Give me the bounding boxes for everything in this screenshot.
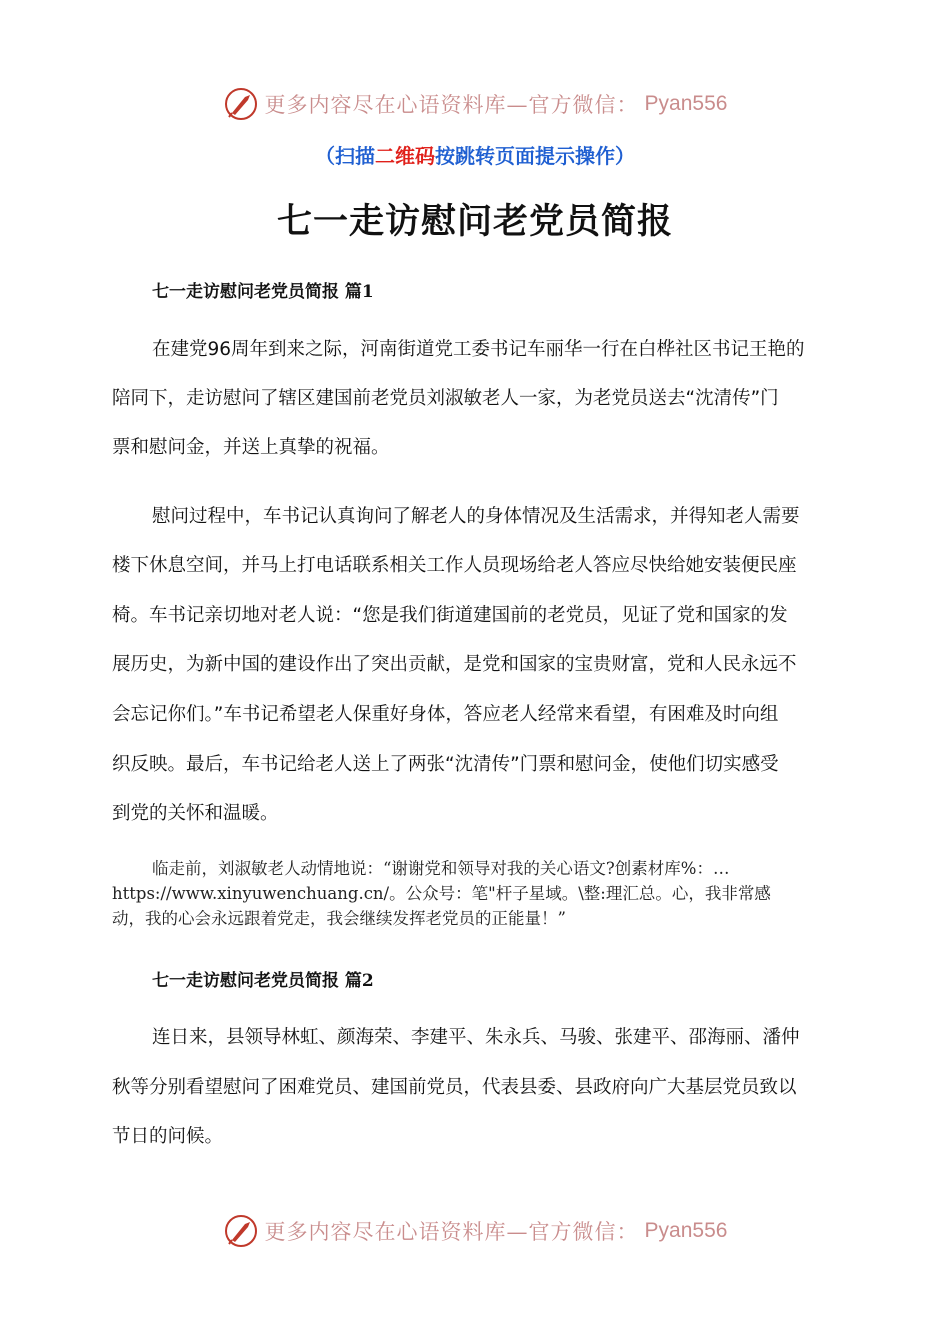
paragraph-line: 到党的关怀和温暖。 — [112, 803, 279, 824]
paragraph-line: 秋等分别看望慰问了困难党员、建国前党员，代表县委、县政府向广大基层党员致以 — [112, 1077, 797, 1098]
scan-hint — [0, 140, 950, 169]
banner-contact: Pyan556 — [644, 92, 728, 115]
scan-hint-open: （扫描 — [315, 144, 375, 168]
paragraph-line: 椅。车书记亲切地对老人说：“您是我们街道建国前的老党员，见证了党和国家的发 — [112, 605, 788, 626]
scan-hint-highlight: 二维码 — [375, 144, 435, 168]
quill-pen-logo-icon — [223, 86, 259, 122]
paragraph-line: 展历史，为新中国的建设作出了突出贡献，是党和国家的宝贵财富，党和人民永远不 — [112, 654, 797, 675]
footer-banner — [0, 1211, 950, 1251]
header-banner — [0, 84, 950, 124]
banner-text: 更多内容尽在心语资料库—官方微信： — [264, 1220, 639, 1244]
paragraph-line: 票和慰问金，并送上真挚的祝福。 — [112, 437, 390, 458]
paragraph-line: 楼下休息空间，并马上打电话联系相关工作人员现场给老人答应尽快给她安装便民座 — [112, 555, 797, 576]
paragraph-line: https://www.xinyuwenchuang.cn/。公众号：笔"杆子星域。\整:理汇总。心，我非常感 — [112, 884, 771, 903]
banner-contact: Pyan556 — [644, 1219, 728, 1242]
section-heading-2: 七一走访慰问老党员简报 篇2 — [152, 971, 374, 991]
quill-pen-logo-icon — [223, 1213, 259, 1249]
paragraph-line: 织反映。最后，车书记给老人送上了两张“沈清传”门票和慰问金，使他们切实感受 — [112, 754, 779, 775]
paragraph-line: 陪同下，走访慰问了辖区建国前老党员刘淑敏老人一家，为老党员送去“沈清传”门 — [112, 388, 779, 409]
paragraph-line: 连日来，县领导林虹、颜海荣、李建平、朱永兵、马骏、张建平、邵海丽、潘仲 — [152, 1027, 800, 1048]
paragraph-line: 慰问过程中，车书记认真询问了解老人的身体情况及生活需求，并得知老人需要 — [152, 506, 800, 527]
paragraph-line: 节日的问候。 — [112, 1126, 224, 1147]
banner-text: 更多内容尽在心语资料库—官方微信： — [264, 93, 639, 117]
paragraph-line: 在建党96周年到来之际，河南街道党工委书记车丽华一行在白桦社区书记王艳的 — [152, 339, 805, 360]
page-title: 七一走访慰问老党员简报 — [276, 202, 673, 242]
scan-hint-rest: 按跳转页面提示操作） — [435, 144, 635, 168]
paragraph-line: 会忘记你们。”车书记希望老人保重好身体，答应老人经常来看望，有困难及时向组 — [112, 704, 779, 725]
section-heading-1: 七一走访慰问老党员简报 篇1 — [152, 282, 374, 302]
paragraph-line: 临走前，刘淑敏老人动情地说：“谢谢党和领导对我的关心语文?创素材库%：… — [152, 859, 730, 878]
paragraph-line: 动，我的心会永远跟着党走，我会继续发挥老党员的正能量！” — [112, 909, 566, 928]
